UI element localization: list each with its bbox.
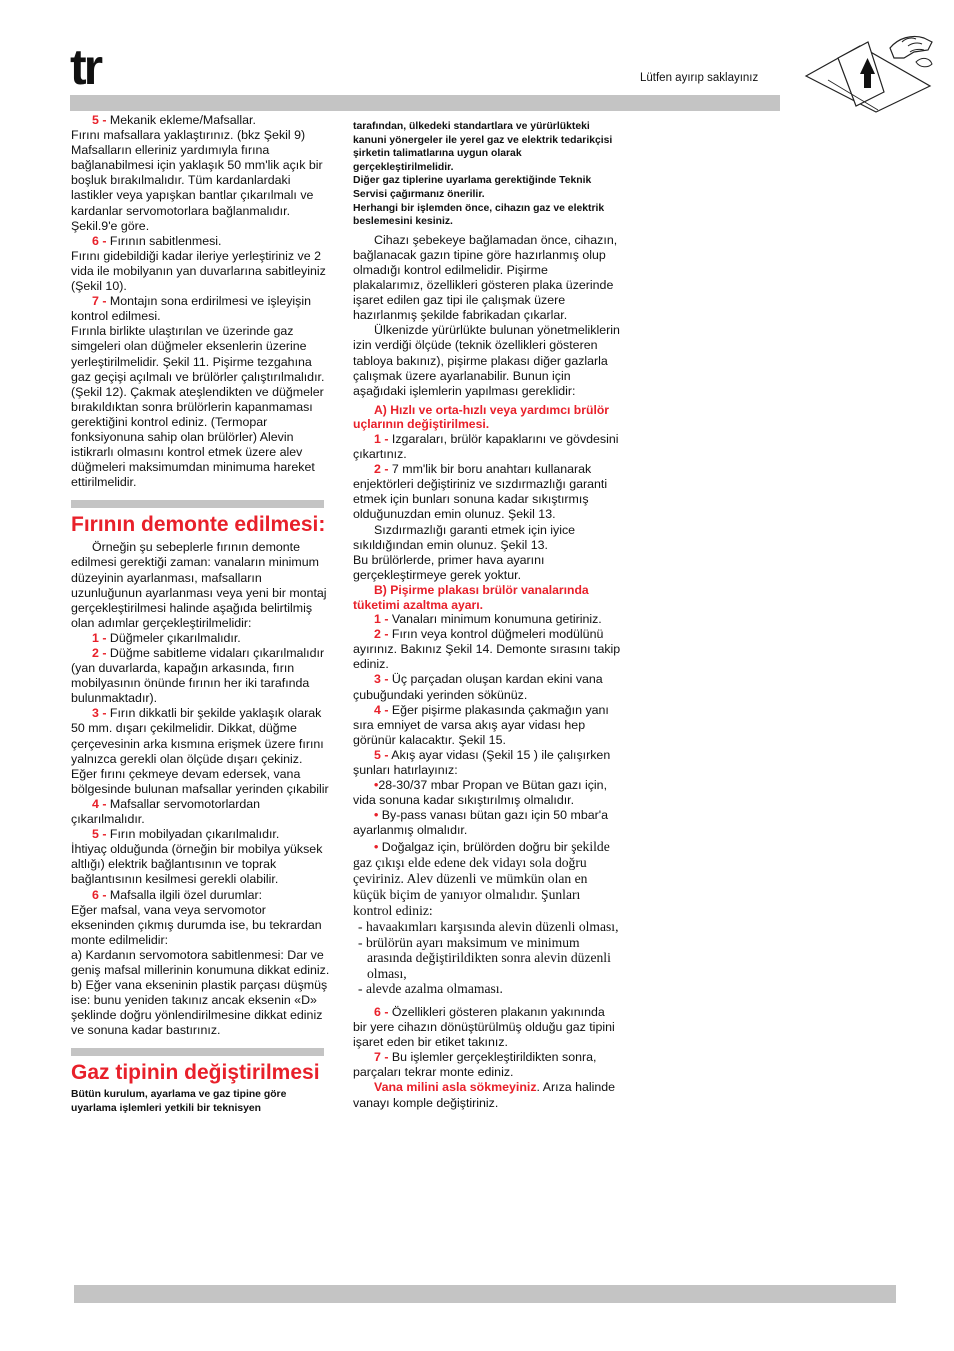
step-a1: 1 - Izgaraları, brülör kapaklarını ve gövdesini çıkartınız. bbox=[353, 431, 619, 462]
disconnect-warning: Herhangi bir işlemden önce, cihazın gaz ve elektrik beslemesini kesiniz. bbox=[353, 202, 605, 228]
disassembly-step-3: 3 - Fırın dikkatli bir şekilde yaklaşık olarak 50 mm. dışarı çekilmelidir. Dikkat, düğme çerçevesinin arka kısmına erişmek üzere fırını yalnızca gerekli olan ölçüde dışarı çekiniz. Eğer fırını çekmeye devam edersek, vana bölgesinde bulunan mafsallar yerinden çıkabilir bbox=[71, 706, 329, 796]
step-b3: 3 - Üç parçadan oluşan kardan ekini vana çubuğundaki yerinden sökünüz. bbox=[353, 672, 603, 702]
section-title-disassembly: Fırının demonte edilmesi: bbox=[71, 513, 326, 537]
left-column bbox=[71, 113, 331, 1116]
step-5-mechanical: 5 - Mekanik ekleme/Mafsallar. bbox=[92, 113, 256, 127]
step-7-finish: 7 - Montajın sona erdirilmesi ve işleyişin kontrol edilmesi. bbox=[71, 294, 312, 324]
step-6-body: Fırını gidebildiği kadar ileriye yerleştiriniz ve 2 vida ile mobilyanın yan duvarlarına sabitleyiniz (Şekil 10). bbox=[71, 248, 326, 294]
step-b4: 4 - Eğer pişirme plakasında çakmağın yanı sıra emniyet de varsa akış ayar vidası hep görünür kalacaktır. Şekil 15. bbox=[353, 702, 609, 747]
disassembly-step-6: 6 - Mafsalla ilgili özel durumlar: bbox=[92, 887, 263, 902]
technical-service-note: Diğer gaz tiplerine uyarlama gerektiğinde Teknik Servisi çağırmanız önerilir. bbox=[353, 175, 592, 200]
disassembly-step-6-body: Eğer mafsal, vana veya servomotor ekseninden çıkmış durumda ise, bu tekrardan monte edilmelidir: bbox=[71, 902, 322, 947]
valve-stem-warning: Vana milini asla sökmeyiniz. Arıza halinde vanayı komple değiştiriniz. bbox=[353, 1080, 616, 1110]
step-b6: 6 - Özellikleri gösteren plakanın yakınında bir yere cihazın dönüştürülmüş olduğu gaz tipini işaret eden bir etiket takınız. bbox=[353, 1004, 615, 1050]
keep-note: Lütfen ayırıp saklayınız bbox=[640, 72, 759, 84]
language-code: tr bbox=[70, 39, 101, 95]
step-5-body: Fırını mafsallara yaklaştırınız. (bkz Şekil 9) Mafsalların elleriniz yardımıyla fırına bağlanabilmesi için yaklaşık 50 mm'lik açık bir boşluk bırakılmalıdır. Tüm kardanlardaki lastikler veya yapışkan bantlar çıkarılmalı ve kardanlar servomotorlara bağlanmalıdır. Şekil.9'e göre. bbox=[71, 128, 323, 233]
subsection-a-heading: A) Hızlı ve orta-hızlı veya yardımcı brülör uçlarının değiştirilmesi. bbox=[353, 402, 610, 432]
footer-rule bbox=[74, 1285, 896, 1303]
disassembly-step-2: 2 - Düğme sabitleme vidaları çıkarılmalıdır (yan duvarlarda, kapağın arkasında, fırın mobilyasının önünde fırının her iki tarafında bulunmaktadır). bbox=[71, 646, 325, 706]
disassembly-step-6-a: a) Kardanın servomotora sabitlenmesi: Dar ve geniş mafsal millerinin konumuna dikkat ediniz. bbox=[71, 947, 330, 977]
seal-check-paragraph: Sızdırmazlığı garanti etmek için iyice sıkıldığından emin olunuz. Şekil 13. bbox=[353, 522, 576, 552]
disassembly-step-5: 5 - Fırın mobilyadan çıkarılmalıdır. bbox=[92, 827, 280, 842]
disassembly-intro: Örneğin şu sebeplerle fırının demonte edilmesi gerektiği zaman: vanaların minimum düzeyinin ayarlanması, mafsalların uzunluğunun ayarlanması veya yeni bir montaj gerçekleştirilmesi halinde aşağıda belirtilmiş olan adımlar gerçekleştirilmelidir: bbox=[71, 540, 327, 630]
check-item-no-reduction: - alevde azalma olmaması. bbox=[358, 981, 503, 997]
section-divider bbox=[71, 500, 324, 508]
step-b1: 1 - Vanaları minimum konumuna getiriniz. bbox=[374, 612, 602, 627]
hand-tearing-page-icon bbox=[798, 28, 936, 114]
step-7-body: Fırınla birlikte ulaştırılan ve üzerinde gaz simgeleri olan düğmeler eksenlerin üzerine yerleştirilmelidir. Şekil 11. Pişirme tezgahına gaz geçişi açılmalı ve brülörler çalıştırılmalıdır. (Şekil 12). Çakmak ateşlendikten ve düğmeler bırakıldıktan sonra brülörlerin kapanmaması gerektiğini kontrol ediniz. (Termopar fonksiyonuna sahip olan brülörler) Alevin istikrarlı olmasını kontrol etmek üzere alev düğmeleri maksimumdan minimuma hareket ettirilmelidir. bbox=[71, 324, 325, 490]
bullet-propane: •28-30/37 mbar Propan ve Bütan gazı için, vida sonuna kadar sıkıştırılmış olmalıdır. bbox=[353, 778, 608, 808]
disassembly-step-5-body: İhtiyaç olduğunda (örneğin bir mobilya yüksek altlığı) elektrik bağlantısının ve toprak bağlantısının kesilmesi gerekli olabilir. bbox=[71, 842, 323, 887]
bullet-bypass: • By-pass vanası bütan gazı için 50 mbar'a ayarlanmış olmalıdır. bbox=[353, 808, 609, 838]
step-6-fixing: 6 - Fırının sabitlenmesi. bbox=[92, 233, 222, 248]
step-b5: 5 - Akış ayar vidası (Şekil 15 ) ile çalışırken şunları hatırlayınız: bbox=[353, 747, 611, 778]
other-gases-paragraph: Ülkenizde yürürlükte bulunan yönetmeliklerin izin verdiği ölçüde (teknik özellikleri gösteren tabloya bakınız), pişirme plakası diğer gazlarla çalışmak üzere ayarlanabilir. Bunun için aşağıdaki işlemlerin yapılması gereklidir: bbox=[353, 323, 620, 398]
step-a2: 2 - 7 mm'lik bir boru anahtarı kullanarak enjektörleri değiştiriniz ve sızdırmazlığı garanti etmek için bunları sonuna kadar sıkıştırmış olduğunuzdan emin olunuz. Şekil 13. bbox=[353, 462, 608, 522]
section-divider bbox=[71, 1048, 324, 1056]
disassembly-step-1: 1 - Düğmeler çıkarılmalıdır. bbox=[92, 630, 241, 645]
subsection-b-heading: B) Pişirme plakası brülör vanalarında tüketimi azaltma ayarı. bbox=[353, 582, 589, 612]
check-item-min-max: - brülörün ayarı maksimum ve minimum arasında değiştirildikten sonra alevin düzenli olması, bbox=[358, 934, 611, 981]
header-rule bbox=[70, 95, 780, 111]
gas-change-intro-continued: tarafından, ülkedeki standartlara ve yürürlükteki kanuni yönergeler ile yerel gaz ve elektrik tedarikçisi şirketin talimatlarına uygun olarak gerçekleştirilmelidir. bbox=[353, 121, 613, 173]
gas-check-paragraph: Cihazı şebekeye bağlamadan önce, cihazın, bağlanacak gazın tipine göre hazırlanmış olup olmadığı kontrol edilmelidir. Pişirme plakalarımız, özellikleri gösteren plaka üzerinde işaret edilen gaz tipi ile çalışmak üzere hazırlanmış şekilde fabrikadan çıkarlar. bbox=[353, 232, 618, 323]
disassembly-step-6-b: b) Eğer vana ekseninin plastik parçası düşmüş ise: bunu yeniden takınız ancak eksenin «D» şeklinde doğru yönlendirilmesine dikkat ediniz ve sonuna kadar bastırınız. bbox=[71, 978, 328, 1038]
section-title-gas-change: Gaz tipinin değiştirilmesi bbox=[71, 1061, 320, 1085]
bullet-natural-gas: • Doğalgaz için, brülörden doğru bir şekilde gaz çıkışı elde edene dek vidayı sola doğru çeviriniz. Alev düzenli ve mümkün olan en küçük biçim de yanıyor olmalıdır. Şunları kontrol ediniz: bbox=[353, 838, 610, 918]
right-column bbox=[353, 120, 621, 1111]
disassembly-step-4: 4 - Mafsallar servomotorlardan çıkarılmalıdır. bbox=[71, 796, 261, 827]
step-b2: 2 - Fırın veya kontrol düğmeleri modülünü ayırınız. Bakınız Şekil 14. Demonte sırasını takip ediniz. bbox=[353, 627, 621, 672]
check-item-air-currents: - havaakımları karşısında alevin düzenli olması, bbox=[358, 918, 619, 934]
step-b7: 7 - Bu işlemler gerçekleştirildikten sonra, parçaları tekrar monte ediniz. bbox=[353, 1050, 597, 1080]
gas-change-intro: Bütün kurulum, ayarlama ve gaz tipine göre uyarlama işlemleri yetkili bir teknisyen bbox=[71, 1089, 287, 1115]
primary-air-note: Bu brülörlerde, primer hava ayarını gerçekleştirmeye gerek yoktur. bbox=[353, 552, 545, 582]
